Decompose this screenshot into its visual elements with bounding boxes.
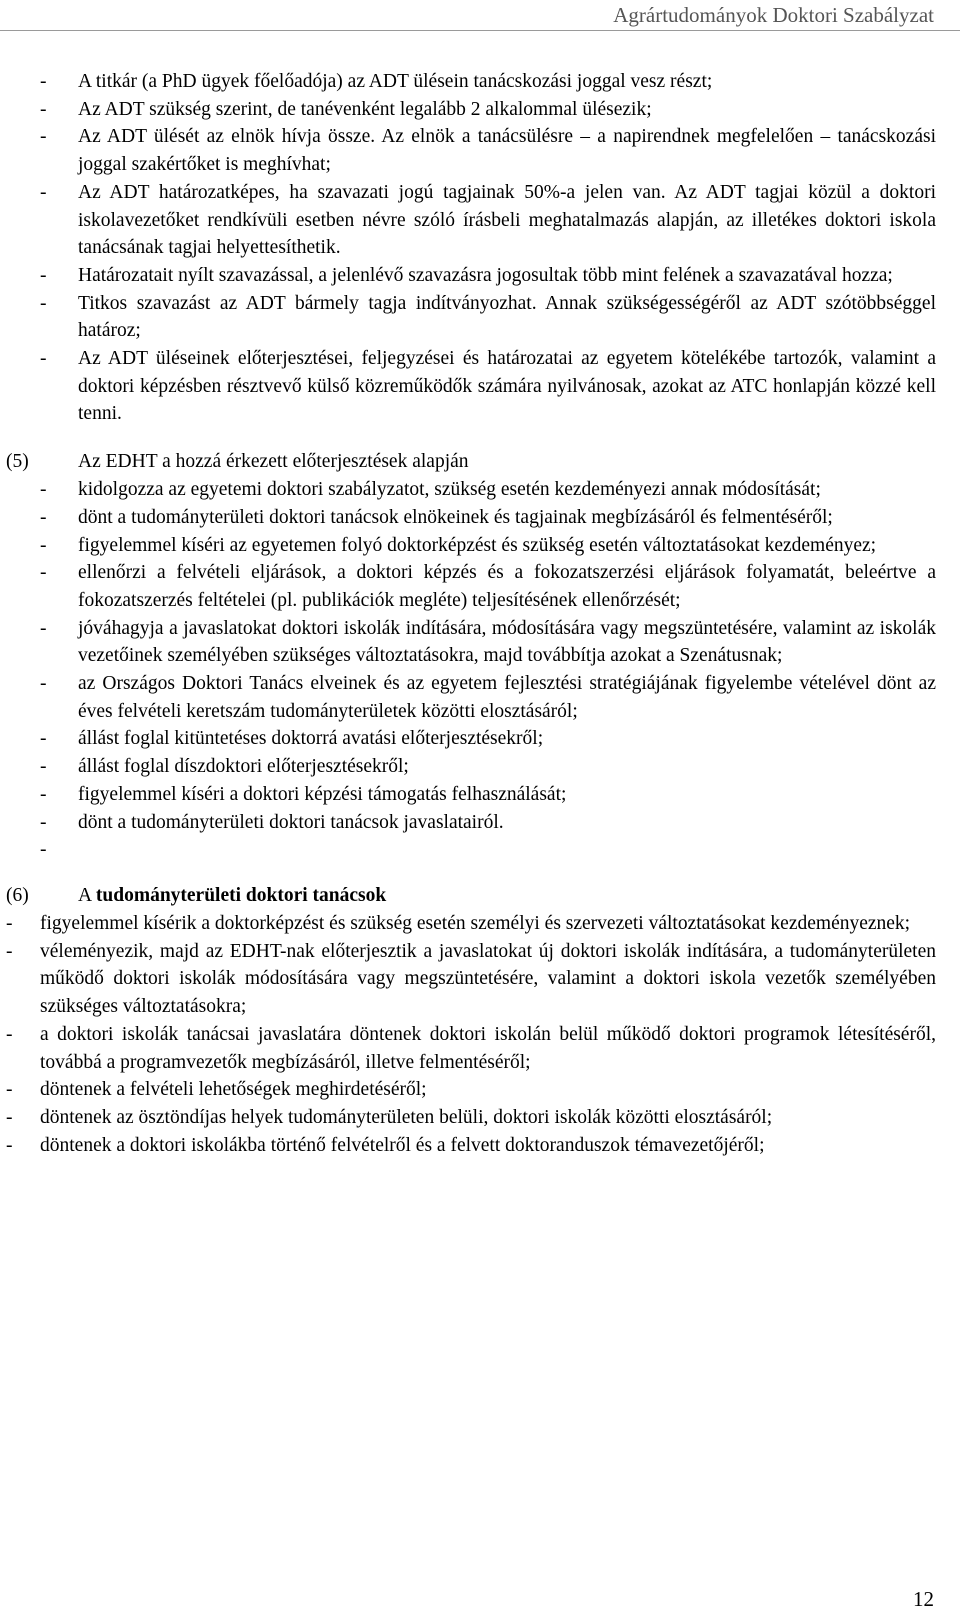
section-title: Az EDHT a hozzá érkezett előterjesztések alapján	[78, 451, 469, 473]
running-header: Agrártudományok Doktori Szabályzat	[613, 3, 934, 27]
dash-bullet: -	[40, 811, 47, 833]
section-number: (6)	[6, 884, 29, 906]
list-item: - az Országos Doktori Tanács elveinek és az egyetem fejlesztési stratégiájának figyelembe vételével dönt az éves felvételi keretszám tudományterületek közötti elosztásáról;	[0, 670, 960, 725]
dash-bullet: -	[40, 783, 47, 805]
dash-bullet: -	[40, 506, 47, 528]
list-item: - A titkár (a PhD ügyek főelőadója) az ADT ülésein tanácskozási joggal vesz részt;	[0, 68, 960, 96]
spacer	[0, 428, 960, 448]
dash-bullet: -	[40, 98, 47, 120]
section-title: A tudományterületi doktori tanácsok	[78, 884, 387, 906]
list-item: - Az ADT üléseinek előterjesztései, feljegyzései és határozatai az egyetem kötelékébe tartozók, valamint a doktori képzésben résztvevő külső közreműködők számára nyilvánosak, azokat az ATC honlapján közzé kell tenni.	[0, 345, 960, 428]
document-body	[0, 68, 960, 1159]
list-item: - döntenek a doktori iskolákba történő felvételről és a felvett doktoranduszok témavezetőjéről;	[0, 1132, 960, 1160]
dash-bullet: -	[40, 292, 47, 314]
dash-bullet: -	[40, 348, 47, 370]
edht-duties-list	[0, 476, 960, 864]
section-number: (5)	[6, 451, 29, 473]
list-item: - figyelemmel kíséri az egyetemen folyó doktorképzést és szükség esetén változtatásokat kezdeményez;	[0, 532, 960, 560]
header-divider	[0, 30, 960, 31]
adt-rules-list	[0, 68, 960, 428]
list-item: - Az ADT határozatképes, ha szavazati jogú tagjainak 50%-a jelen van. Az ADT tagjai közül a doktori iskolavezetőket rendkívüli esetben névre szóló írásbeli meghatalmazás alapján, az illetékes doktori iskola tanácsának tagjai helyettesíthetik.	[0, 179, 960, 262]
dash-bullet: -	[40, 264, 47, 286]
dash-bullet: -	[40, 673, 47, 695]
dash-bullet: -	[40, 839, 47, 861]
dash-bullet: -	[40, 728, 47, 750]
list-item: - jóváhagyja a javaslatokat doktori iskolák indítására, módosítására vagy megszüntetésére, valamint az iskolák vezetőinek személyében szükséges változtatásokra, majd továbbítja azokat a Szenátusnak;	[0, 615, 960, 670]
spacer	[0, 864, 960, 882]
dash-bullet: -	[6, 1079, 13, 1101]
dash-bullet: -	[40, 181, 47, 203]
doctoral-council-duties-list	[0, 910, 960, 1159]
dash-bullet: -	[40, 562, 47, 584]
list-item: - állást foglal díszdoktori előterjesztésekről;	[0, 753, 960, 781]
list-item: - döntenek a felvételi lehetőségek meghirdetéséről;	[0, 1076, 960, 1104]
dash-bullet: -	[6, 1134, 13, 1156]
list-item: - ellenőrzi a felvételi eljárások, a doktori képzés és a fokozatszerzési eljárások folyamatát, beleértve a fokozatszerzés feltételei (pl. publikációk megléte) teljesítésének ellenőrzését;	[0, 559, 960, 614]
dash-bullet: -	[6, 1023, 13, 1045]
list-item: - dönt a tudományterületi doktori tanácsok javaslatairól.	[0, 809, 960, 837]
list-item	[0, 836, 960, 864]
dash-bullet: -	[40, 756, 47, 778]
dash-bullet: -	[40, 479, 47, 501]
section-5-heading	[0, 448, 960, 476]
list-item: - döntenek az ösztöndíjas helyek tudományterületen belüli, doktori iskolák közötti elosztásáról;	[0, 1104, 960, 1132]
page-number: 12	[913, 1587, 934, 1611]
list-item: - figyelemmel kísérik a doktorképzést és szükség esetén személyi és szervezeti változtatásokat kezdeményeznek;	[0, 910, 960, 938]
dash-bullet: -	[40, 534, 47, 556]
dash-bullet: -	[6, 1106, 13, 1128]
list-item: - Határozatait nyílt szavazással, a jelenlévő szavazásra jogosultak több mint felének a szavazatával hozza;	[0, 262, 960, 290]
dash-bullet: -	[6, 912, 13, 934]
list-item: - kidolgozza az egyetemi doktori szabályzatot, szükség esetén kezdeményezi annak módosítását;	[0, 476, 960, 504]
list-item: - Titkos szavazást az ADT bármely tagja indítványozhat. Annak szükségességéről az ADT szótöbbséggel határoz;	[0, 290, 960, 345]
dash-bullet: -	[40, 617, 47, 639]
list-item: - dönt a tudományterületi doktori tanácsok elnökeinek és tagjainak megbízásáról és felmentéséről;	[0, 504, 960, 532]
dash-bullet: -	[40, 126, 47, 148]
section-6-heading	[0, 882, 960, 910]
list-item: - véleményezik, majd az EDHT-nak előterjesztik a javaslatokat új doktori iskolák indítására, a tudományterületen működő doktori iskolák módosítására vagy megszüntetésére, valamint a doktori iskola vezetők személyében szükséges változtatásokra;	[0, 938, 960, 1021]
section-title-bold: tudományterületi doktori tanácsok	[95, 884, 387, 906]
list-item: - figyelemmel kíséri a doktori képzési támogatás felhasználását;	[0, 781, 960, 809]
dash-bullet: -	[6, 940, 13, 962]
list-item: - Az ADT szükség szerint, de tanévenként legalább 2 alkalommal ülésezik;	[0, 96, 960, 124]
list-item: - a doktori iskolák tanácsai javaslatára döntenek doktori iskolán belül működő doktori programok létesítéséről, továbbá a programvezetők megbízásáról, illetve felmentéséről;	[0, 1021, 960, 1076]
list-item: - állást foglal kitüntetéses doktorrá avatási előterjesztésekről;	[0, 725, 960, 753]
list-item: - Az ADT ülését az elnök hívja össze. Az elnök a tanácsülésre – a napirendnek megfelelően – tanácskozási joggal szakértőket is meghívhat;	[0, 123, 960, 178]
dash-bullet: -	[40, 71, 47, 92]
